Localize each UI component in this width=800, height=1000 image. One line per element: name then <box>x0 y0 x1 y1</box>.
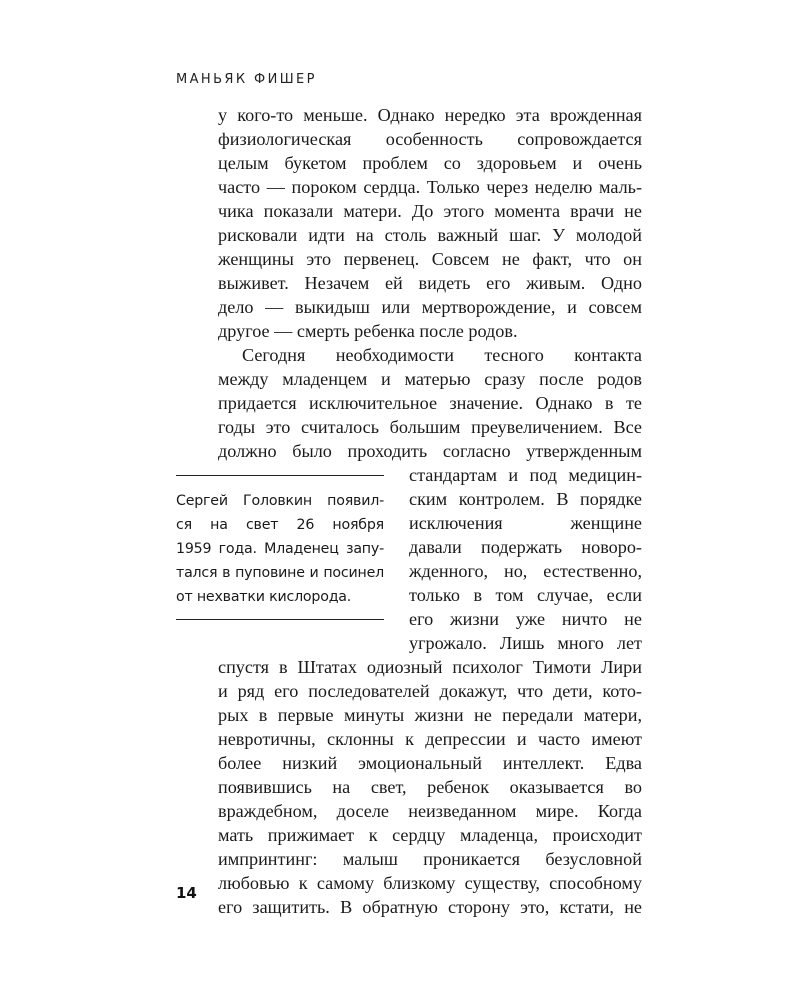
page-number: 14 <box>176 884 197 902</box>
text-line: появившись на свет, ребенок оказывается во <box>218 777 642 797</box>
sidenote-line: от нехватки кислорода. <box>176 589 352 605</box>
text-line: у кого-то меньше. Однако нередко эта врожденная <box>218 105 642 125</box>
text-line: придается исключительное значение. Однако в те <box>218 393 642 413</box>
text-line: Сегодня необходимости тесного контакта <box>242 345 642 365</box>
text-line: рисковали идти на столь важный шаг. У молодой <box>218 225 642 245</box>
text-line: спустя в Штатах одиозный психолог Тимоти Лири <box>218 657 642 677</box>
text-line: физиологическая особенность сопровождается <box>218 129 642 149</box>
text-line: рых в первые минуты жизни не передали матери, <box>218 705 642 725</box>
text-line: только в том случае, если <box>409 585 642 605</box>
text-line: годы это считалось большим преувеличением. Все <box>218 417 642 437</box>
text-line: более низкий эмоциональный интеллект. Едва <box>218 753 642 773</box>
sidenote-line: 1959 года. Младенец запу- <box>176 541 384 557</box>
text-line: давали подержать новоро- <box>409 537 642 557</box>
text-line: угрожало. Лишь много лет <box>409 633 642 653</box>
text-line: его жизни уже ничто не <box>409 609 642 629</box>
text-line: и ряд его последователей докажут, что дети, кото- <box>218 681 642 701</box>
text-line: импринтинг: малыш проникается безусловной <box>218 849 642 869</box>
text-line: мать прижимает к сердцу младенца, происходит <box>218 825 642 845</box>
sidenote-line: Сергей Головкин появил- <box>176 493 384 509</box>
sidenote-line: тался в пуповине и посинел <box>176 565 384 581</box>
text-line: исключения женщине <box>409 513 642 533</box>
text-line: чика показали матери. До этого момента врачи не <box>218 201 642 221</box>
text-line: должно было проходить согласно утвержденным <box>218 441 642 461</box>
text-line: женщины это первенец. Совсем не факт, что он <box>218 249 642 269</box>
sidenote-top-rule <box>176 475 384 476</box>
text-line: любовью к самому близкому существу, способному <box>218 873 642 893</box>
text-line: ским контролем. В порядке <box>409 489 642 509</box>
text-line: стандартам и под медицин- <box>409 465 642 485</box>
text-line: дело — выкидыш или мертворождение, и совсем <box>218 297 642 317</box>
running-head: МАНЬЯК ФИШЕР <box>176 72 317 87</box>
text-line: часто — пороком сердца. Только через неделю маль- <box>218 177 642 197</box>
text-line: целым букетом проблем со здоровьем и очень <box>218 153 642 173</box>
sidenote-line: ся на свет 26 ноября <box>176 517 384 533</box>
sidenote-bottom-rule <box>176 619 384 620</box>
text-line: враждебном, доселе неизведанном мире. Когда <box>218 801 642 821</box>
text-line: между младенцем и матерью сразу после родов <box>218 369 642 389</box>
text-line: жденного, но, естественно, <box>409 561 642 581</box>
text-line: невротичны, склонны к депрессии и часто имеют <box>218 729 642 749</box>
text-line: другое — смерть ребенка после родов. <box>218 321 518 341</box>
text-line: выживет. Незачем ей видеть его живым. Одно <box>218 273 642 293</box>
text-line: его защитить. В обратную сторону это, кстати, не <box>218 897 642 917</box>
